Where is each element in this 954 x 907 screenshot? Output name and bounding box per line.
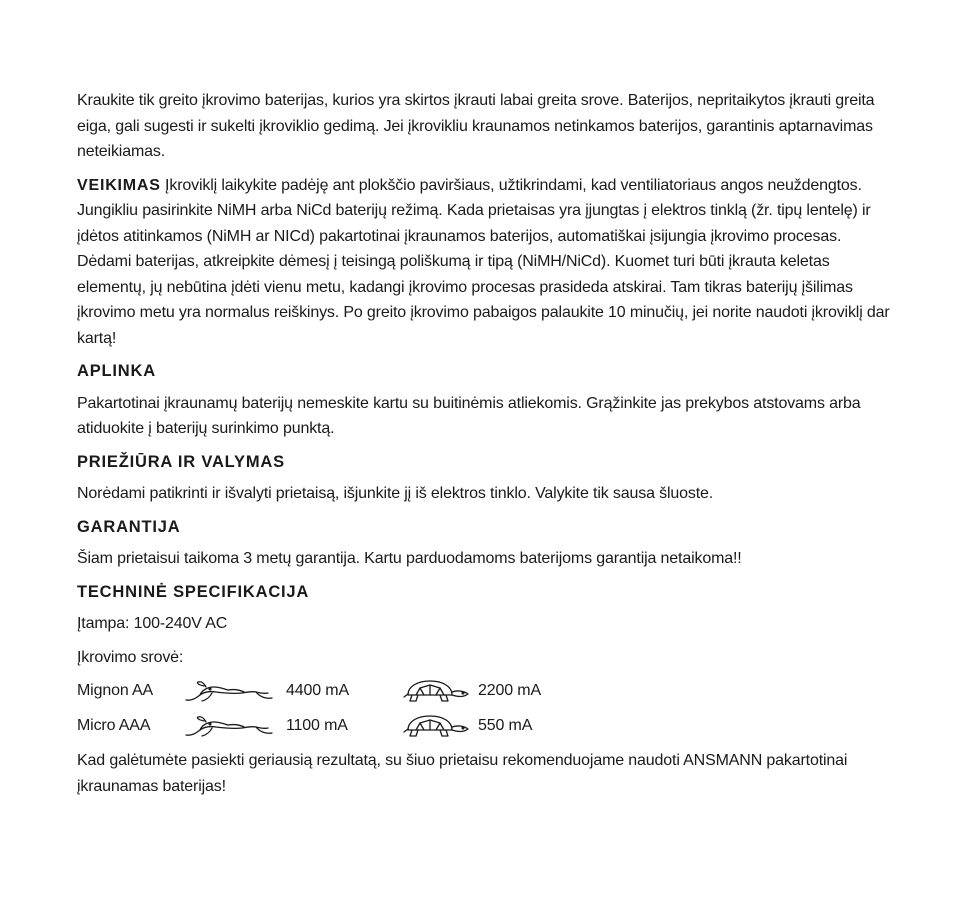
slow-charge-current: 2200 mA: [478, 682, 541, 700]
care-paragraph: Norėdami patikrinti ir išvalyti prietaisą, išjunkite jį iš elektros tinklo. Valykite tik sausa šluoste.: [77, 485, 714, 502]
fast-charge-current: 1100 mA: [286, 717, 348, 735]
turtle-icon: [402, 678, 474, 704]
environment-heading: APLINKA: [77, 362, 156, 380]
intro-paragraph: Kraukite tik greito įkrovimo baterijas, kurios yra skirtos įkrauti labai greita srove. Baterijos, nepritaikytos įkrauti greita eiga, gali sugesti ir sukelti įkroviklio gedimą. Jei įkrovikliu kraunamos netinkamos baterijos, garantinis aptarnavimas neteikiamas.: [77, 92, 875, 160]
operation-title: VEIKIMAS: [77, 176, 161, 194]
charge-current-label: Įkrovimo srovė:: [77, 648, 184, 666]
battery-type: Micro AAA: [77, 717, 151, 735]
closing-paragraph: Kad galėtumėte pasiekti geriausią rezultatą, su šiuo prietaisu rekomenduojame naudoti ANSMANN pakartotinai įkraunamas baterijas!: [77, 752, 848, 795]
care-heading: PRIEŽIŪRA IR VALYMAS: [77, 452, 285, 471]
turtle-icon: [402, 713, 474, 739]
slow-charge-current: 550 mA: [478, 717, 533, 735]
battery-type: Mignon AA: [77, 682, 154, 700]
hare-icon: [182, 678, 274, 704]
charge-row-aa: [77, 678, 894, 704]
warranty-paragraph: Šiam prietaisui taikoma 3 metų garantija. Kartu parduodamoms baterijoms garantija netaikoma!!: [77, 550, 742, 567]
voltage-line: Įtampa: 100-240V AC: [77, 615, 228, 632]
charge-row-aaa: [77, 713, 894, 739]
operation-paragraph: [77, 173, 894, 352]
warranty-heading: GARANTIJA: [77, 517, 181, 536]
hare-icon: [182, 713, 274, 739]
operation-text: Įkroviklį laikykite padėję ant plokščio paviršiaus, užtikrindami, kad ventiliatoriaus angos neuždengtos. Jungikliu pasirinkite NiMH arba NiCd baterijų režimą. Kada prietaisas yra įjungtas į elektros tinklą (žr. tipų lentelę) ir įdėtos atitinkamos (NiMH ar NICd) pakartotinai įkraunamos baterijos, automatiškai įsijungia įkrovimo procesas. Dėdami baterijas, atkreipkite dėmesį į teisingą poliškumą ir tipą (NiMH/NiCd). Kuomet turi būti įkrauta keletas elementų, jų nebūtina įdėti vienu metu, kadangi įkrovimo procesas prasideda atskirai. Tam tikras baterijų įšilimas įkrovimo metu yra normalus reiškinys. Po greito įkrovimo pabaigos palaukite 10 minučių, jei norite naudoti įkroviklį dar kartą!: [77, 176, 890, 347]
environment-paragraph: Pakartotinai įkraunamų baterijų nemeskite kartu su buitinėmis atliekomis. Grąžinkite jas prekybos atstovams arba atiduokite į baterijų surinkimo punktą.: [77, 394, 861, 437]
specs-heading: TECHNINĖ SPECIFIKACIJA: [77, 582, 310, 601]
manual-text: [77, 88, 894, 799]
fast-charge-current: 4400 mA: [286, 682, 349, 700]
